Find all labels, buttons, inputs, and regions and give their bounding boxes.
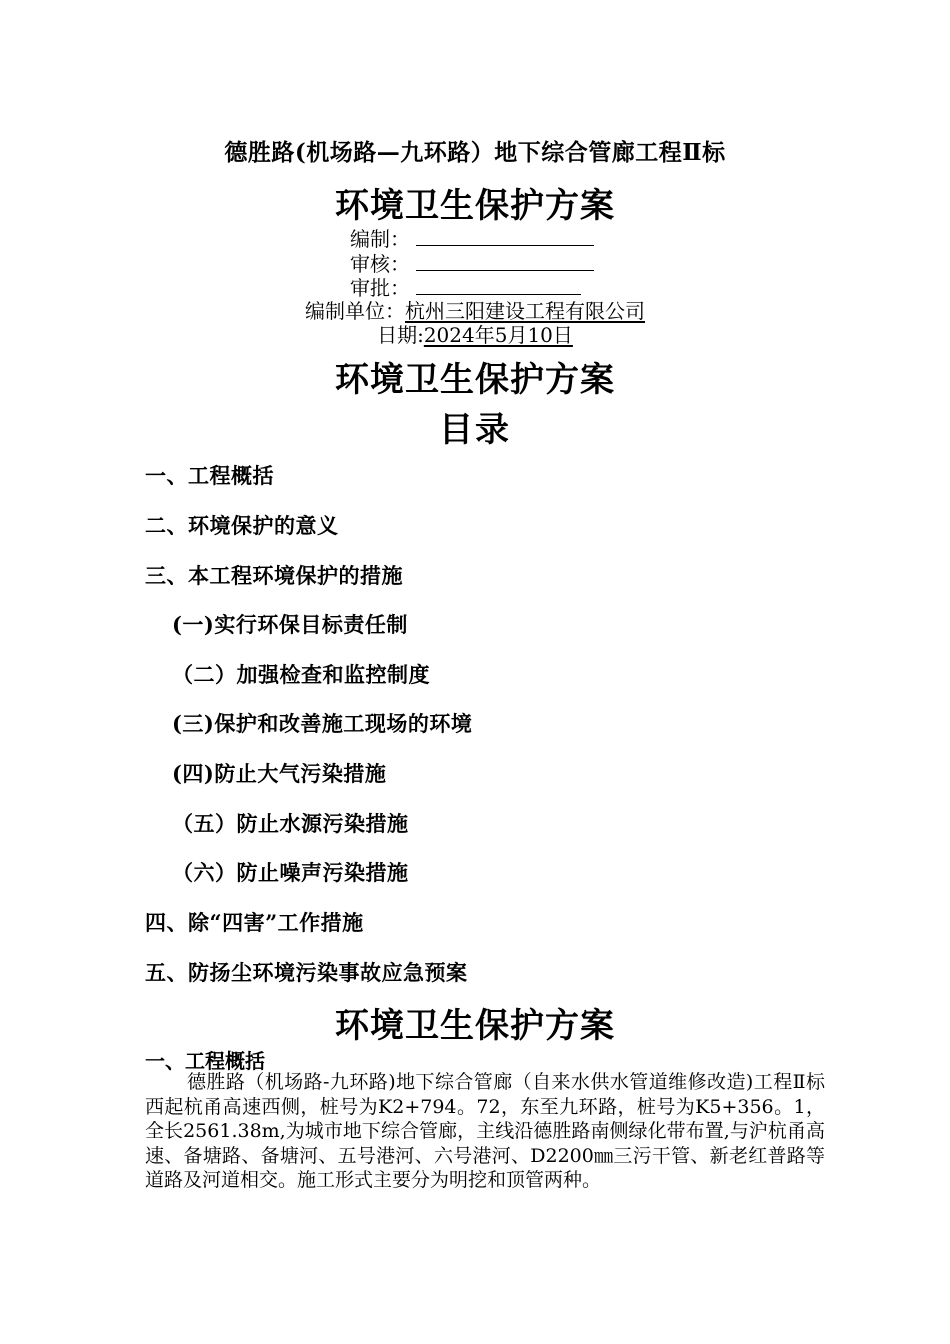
toc-item: 二、环境保护的意义 [145,513,339,538]
body-paragraph: 德胜路（机场路-九环路)地下综合管廊（自来水供水管道维修改造)工程Ⅱ标西起杭甬高速西侧，桩号为K2+794。72，东至九环路，桩号为K5+356。1，全长2561.38m,为城市地下综合管廊，主线沿德胜路南侧绿化带布置,与沪杭甬高速、备塘路、备塘河、五号港河、六号港河、D2200㎜三污干管、新老红普路等道路及河道相交。施工形式主要分为明挖和顶管两种。 [145,1071,825,1191]
date-line [0,323,950,347]
date-label: 日期: [377,323,424,347]
toc-item: 四、除“四害”工作措施 [145,910,364,935]
compiling-unit-line [0,299,950,323]
compiling-unit-label: 编制单位： [305,299,405,323]
toc-title: 目录 [439,410,511,450]
toc-item: 五、防扬尘环境污染事故应急预案 [145,960,468,985]
reviewed-by-blank [416,250,594,271]
cover-plan-title: 环境卫生保护方案 [335,186,615,226]
body-plan-title: 环境卫生保护方案 [335,1006,615,1046]
toc-item: 三、本工程环境保护的措施 [145,563,403,588]
compiling-unit-value: 杭州三阳建设工程有限公司 [405,299,645,323]
date-value: 2024年5月10日 [423,323,573,347]
toc-item: (一)实行环保目标责任制 [172,612,408,637]
toc-plan-title: 环境卫生保护方案 [335,360,615,400]
toc-item: (四)防止大气污染措施 [172,761,387,786]
compiled-by-line [350,225,594,251]
approved-by-label: 审批： [350,276,410,300]
reviewed-by-label: 审核： [350,252,410,276]
reviewed-by-line [350,250,594,276]
approved-by-blank [416,274,581,295]
toc-item: （六）防止噪声污染措施 [172,860,409,885]
approved-by-line [350,274,581,300]
project-title: 德胜路(机场路—九环路）地下综合管廊工程Ⅱ标 [224,139,726,166]
toc-item: （二）加强检查和监控制度 [172,662,430,687]
toc-item: （五）防止水源污染措施 [172,811,409,836]
compiled-by-label: 编制： [350,227,410,251]
toc-item: 一、工程概括 [145,463,274,488]
compiled-by-blank [416,225,594,246]
toc-item: (三)保护和改善施工现场的环境 [172,711,473,736]
section-heading: 一、工程概括 [145,1049,265,1073]
